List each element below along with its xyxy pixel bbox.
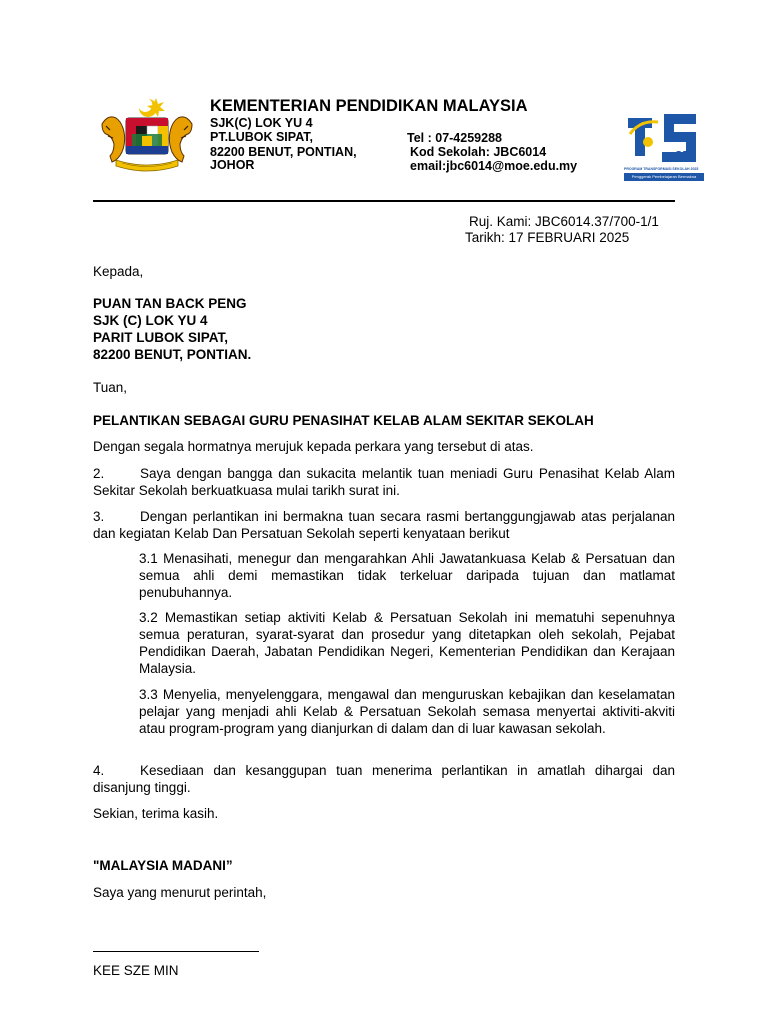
paragraph-4 bbox=[93, 762, 675, 796]
paragraph-text: Kesediaan dan kesanggupan tuan menerima perlantikan in amatlah dihargai dan disanjung tinggi. bbox=[93, 763, 675, 795]
intro-paragraph: Dengan segala hormatnya merujuk kepada perkara yang tersebut di atas. bbox=[93, 439, 534, 454]
paragraph-number: 3. bbox=[93, 509, 105, 524]
recipient-name: PUAN TAN BACK PENG bbox=[93, 296, 247, 311]
address-line-2: 82200 BENUT, PONTIAN, bbox=[210, 145, 357, 159]
ministry-title: KEMENTERIAN PENDIDIKAN MALAYSIA bbox=[210, 97, 528, 115]
telephone: Tel : 07-4259288 bbox=[407, 131, 502, 145]
paragraph-text: Saya dengan bangga dan sukacita melantik tuan meniadi Guru Penasihat Kelab Alam Sekitar Sekolah berkuatkuasa mulai tarikh surat ini. bbox=[93, 466, 675, 498]
signature-line bbox=[93, 951, 259, 952]
address-line-1: PT.LUBOK SIPAT, bbox=[210, 130, 314, 144]
ts25-program-logo bbox=[624, 104, 704, 184]
email-address: email:jbc6014@moe.edu.my bbox=[410, 159, 578, 173]
paragraph-text: Dengan perlantikan ini bermakna tuan secara rasmi bertanggungjawab atas perjalanan dan kegiatan Kelab Dan Persatuan Sekolah seperti kenyataan berikut bbox=[93, 509, 675, 541]
subject-heading: PELANTIKAN SEBAGAI GURU PENASIHAT KELAB ALAM SEKITAR SEKOLAH bbox=[93, 413, 594, 428]
ts25-number: 25 bbox=[675, 148, 690, 163]
to-label: Kepada, bbox=[93, 264, 144, 279]
closing-remark: Sekian, terima kasih. bbox=[93, 806, 219, 821]
paragraph-2 bbox=[93, 465, 675, 499]
reference-number: Ruj. Kami: JBC6014.37/700-1/1 bbox=[469, 214, 659, 229]
ts25-caption: PROGRAM TRANSFORMASI SEKOLAH 2025 bbox=[624, 167, 699, 171]
letter-date: Tarikh: 17 FEBRUARI 2025 bbox=[465, 230, 630, 245]
recipient-line-1: SJK (C) LOK YU 4 bbox=[93, 313, 208, 328]
school-code: Kod Sekolah: JBC6014 bbox=[410, 145, 547, 159]
header-divider bbox=[93, 200, 675, 202]
item-3-1: 3.1 Menasihati, menegur dan mengarahkan Ahli Jawatankuasa Kelab & Persatuan dan semua ahli demi memastikan tidak terkeluar daripada tujuan dan matlamat penubuhannya. bbox=[139, 551, 675, 600]
coat-of-arms-logo bbox=[96, 96, 198, 172]
item-3-2: 3.2 Memastikan setiap aktiviti Kelab & Persatuan Sekolah ini mematuhi sepenuhnya semua peraturan, syarat-syarat dan prosedur yang ditetapkan oleh sekolah, Pejabat Pendidikan Daerah, Jabatan Pendidikan Negeri, Kementerian Pendidikan dan Kerajaan Malaysia. bbox=[139, 610, 675, 676]
recipient-line-2: PARIT LUBOK SIPAT, bbox=[93, 330, 228, 345]
address-line-3: JOHOR bbox=[210, 158, 255, 172]
paragraph-number: 4. bbox=[93, 763, 105, 778]
item-3-3: 3.3 Menyelia, menyelenggara, mengawal dan menguruskan kebajikan dan keselamatan pelajar yang menjadi ahli Kelab & Persatuan Sekolah semasa menyertai aktiviti-akviti atau program-program yang dianjurkan di dalam dan di luar kawasan sekolah. bbox=[139, 687, 675, 736]
sign-off: Saya yang menurut perintah, bbox=[93, 885, 267, 900]
greeting: Tuan, bbox=[93, 380, 128, 395]
recipient-line-3: 82200 BENUT, PONTIAN. bbox=[93, 347, 252, 362]
paragraph-number: 2. bbox=[93, 466, 105, 481]
school-name: SJK(C) LOK YU 4 bbox=[210, 116, 313, 130]
slogan: "MALAYSIA MADANI” bbox=[93, 858, 233, 873]
signatory-name: KEE SZE MIN bbox=[93, 963, 179, 978]
ts25-tagline: Penggerak Pembelajaran Bermakna bbox=[624, 173, 704, 181]
paragraph-3 bbox=[93, 508, 675, 542]
